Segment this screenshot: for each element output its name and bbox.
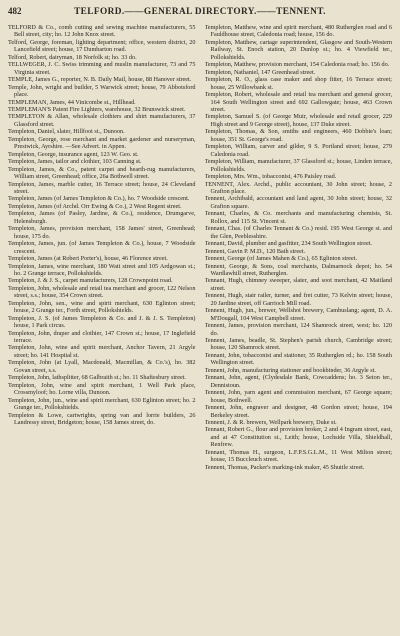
directory-entry: TENNENT, Alex. Archd., public accountant, 30 John street; house, 2 Grafton place. bbox=[204, 180, 392, 195]
directory-entry: Templeton, James, jun. (of James Templeton & Co.), house, 7 Woodside crescent. bbox=[8, 240, 196, 255]
directory-entry: Tennant, David, plumber and gasfitter, 234 South Wellington street. bbox=[204, 240, 372, 248]
directory-entry: Tennent, Hugh, stair railer, turner, and fret cutter, 73 Kelvin street; house, 20 Jardine street, off Garrioch Mill road. bbox=[204, 292, 392, 307]
directory-entry: Templeton, James, marble cutter, 16 Terrace street; house, 24 Cleveland street. bbox=[8, 180, 196, 195]
directory-entry: Templeton, John, wine and spirit merchant, Anchor Tavern, 21 Argyle street; ho. 141 Hospital st. bbox=[8, 344, 196, 359]
directory-entry: Templeton, James (of Archd. Orr Ewing & Co.), 2 West Regent street. bbox=[8, 202, 182, 210]
directory-entry: Templeton, John, draper and clothier, 147 Crown st.; house, 17 Inglefield terrace. bbox=[8, 329, 196, 345]
directory-entry: Tennent, George (of James Mahen & Co.), 65 Eglinton street. bbox=[204, 255, 358, 263]
directory-entry: Templeton, Matthew, cartage superintendent, Glasgow and South-Western Railway, St. Enoch station, 20 Dunlop st.; ho. 4 Viewfield ter., Pollokshields. bbox=[204, 38, 392, 61]
directory-entry: Tennent, John, engraver and designer, 48 Gordon street; house, 194 Berkeley street. bbox=[204, 404, 392, 419]
directory-entry: Tennent, Gavin P. M.D., 120 Bath street. bbox=[204, 247, 306, 255]
directory-entry: TEMPLE, James G., reporter, N. B. Daily Mail, house, 88 Hanover street. bbox=[8, 76, 192, 84]
directory-entry: TEMPLEMAN, James, 44 Vinicombe st., Hillhead. bbox=[8, 98, 136, 106]
directory-entry: Templeton, James (of Pasley, Jardine, & Co.), residence, Drumgarve, Helensburgh. bbox=[8, 210, 196, 225]
directory-entry: Telford, George, foreman, lighting department; office, western district, 20 Lancefield street; house, 17 Dumbarton road. bbox=[8, 38, 196, 54]
directory-entry: Templeton, James (at Robert Porter's), house, 46 Florence street. bbox=[8, 255, 168, 263]
directory-entry: Templeton, Nathaniel, 147 Greenhead street. bbox=[204, 68, 316, 76]
right-column bbox=[205, 24, 393, 471]
directory-entry: Templeton, Robert, wholesale and retail tea merchant and general grocer, 164 South Wellington street and 692 Gallowgate; house, 463 Crown street. bbox=[204, 91, 392, 113]
directory-entry: Tennent, Hugh, jun., brewer, Wellshot brewery, Cambuslang; agent, D. A. M'Dougall, 104 West Campbell street. bbox=[204, 307, 392, 322]
directory-entry: Templeton, James, provision merchant, 158 James' street, Greenhead; house, 175 do. bbox=[8, 225, 196, 240]
directory-entry: Tennant, Chas. (of Charles Tennant & Co.) resid. 195 West George st. and the Glen, Peeblesshire. bbox=[204, 225, 392, 240]
directory-entry: Templeton, J. S. (of James Templeton & Co. and J. & J. S. Templeton) house, 1 Park circus. bbox=[8, 314, 196, 330]
directory-entry: Templeton, John (at Lyall, Macdonald, Macmillan, & Co.'s), ho. 382 Govan street, s.s. bbox=[8, 359, 196, 374]
directory-entry: Templeton & Lowe, cartwrights, spring van and lorrie builders, 26 Landressy street, Bridgeton; house, 158 James street, do. bbox=[8, 411, 196, 427]
running-title: TELFORD.——GENERAL DIRECTORY.——TENNENT. bbox=[74, 7, 326, 17]
directory-entry: Templeton, Matthew, provision merchant, 154 Caledonia road; ho. 156 do. bbox=[204, 61, 390, 69]
directory-entry: Tennant, John, agent, (Clydesdale Bank, Cowcaddens; ho. 3 Seton ter., Dennistoun. bbox=[204, 374, 392, 389]
directory-entry: Tennent, James, beadle, St. Stephen's parish church, Cambridge street; house, 120 Shamrock street. bbox=[204, 337, 392, 352]
directory-entry: Templeton, Samuel S. (of George Muir, wholesale and retail grocer, 229 High street and 9 George street), house, 137 Duke street. bbox=[204, 113, 392, 128]
directory-entry: Tennent, George, & Sons, coal merchants, Dalmarnock depot; ho. 54 Wardlawhill street, Rutherglen. bbox=[204, 262, 392, 277]
directory-entry: Templeton, John, wholesale and retail tea merchant and grocer, 122 Nelson street, s.s.; house, 354 Crown street. bbox=[8, 284, 196, 300]
directory-entry: TEMPLETON & Allan, wholesale clothiers and shirt manufacturers, 37 Glassford street. bbox=[8, 113, 196, 128]
directory-entry: Tennent, Thomas, Packer's marking-ink maker, 45 Shuttle street. bbox=[204, 463, 365, 471]
directory-columns bbox=[8, 24, 392, 471]
directory-entry: Templeton, James, tailor and clothier, 103 Canning st. bbox=[8, 158, 142, 166]
directory-entry: Tennent, John, yarn agent and commission merchant, 67 George square; house, Bothwell. bbox=[204, 389, 392, 404]
left-column bbox=[8, 24, 196, 471]
directory-entry: Templeton, George, rose merchant and market gardener and nurseryman, Prestwick, Ayrshire. —See Advert. in Appen. bbox=[8, 135, 196, 151]
directory-entry: Templeton, Matthew, wine and spirit merchant, 480 Rutherglen road and 6 Fauldhouse street, Caledonia road; house, 156 do. bbox=[204, 24, 392, 39]
directory-entry: Templeton, John, wine and spirit merchant, 1 Well Park place, Crossmyloof; ho. Lorne villa, Dunoon. bbox=[8, 381, 196, 397]
directory-entry: Tennent, James, provision merchant, 124 Shamrock street, west; ho. 120 do. bbox=[204, 322, 392, 337]
directory-entry: Tennant, Hugh, chimney sweeper, slater, and soot merchant, 42 Maitland street. bbox=[204, 277, 392, 292]
directory-entry: Templeton, James, & Co., patent carpet and hearth-rug manufacturers, William street, Greenhead; office, 26a Bothwell street. bbox=[8, 165, 196, 181]
directory-entry: Templeton, James, wine merchant, 180 Watt street and 105 Ardgowan st.; ho. 2 Grange terrace, Pollokshields. bbox=[8, 262, 196, 277]
directory-entry: Templeton, Mrs. Wm., tobacconist, 476 Paisley road. bbox=[204, 173, 337, 181]
directory-entry: Tennent, John, manufacturing stationer and bookbinder, 36 Argyle st. bbox=[204, 366, 376, 374]
directory-entry: Temple, John, wright and builder, 5 Warwick street; house, 79 Abbotsford place. bbox=[8, 83, 196, 99]
page-header bbox=[8, 6, 392, 20]
directory-entry: Templeton, James (of James Templeton & Co.), ho. 7 Woodside crescent. bbox=[8, 195, 190, 203]
directory-entry: Tennant, Thomas H., surgeon, L.F.P.S.G.L.M., 11 West Milton street; house, 15 Buccleuch street. bbox=[204, 448, 392, 464]
directory-entry: TELFORD & Co., comb cutting and sewing machine manufacturers, 55 Bell street, city; ho. 12 John Knox street. bbox=[8, 24, 196, 39]
directory-entry: Tennant, John, tobacconist and stationer, 35 Rutherglen rd.; ho. 158 South Wellington street. bbox=[204, 351, 392, 367]
directory-entry: Templeton, Daniel, slater, Hillfoot st., Dunoon. bbox=[8, 128, 125, 136]
directory-entry: Templeton, John, sen., wine and spirit merchant, 630 Eglinton street; house, 2 Grange ter., Forth street, Pollokshields. bbox=[8, 299, 196, 315]
directory-entry: Templeton, William, manufacturer, 37 Glassford st.; house, Linden terrace, Pollokshields. bbox=[204, 158, 392, 173]
directory-entry: TEMPLEMAN'S Patent Fire Lighters, warehouse, 32 Brunswick street. bbox=[8, 105, 186, 113]
directory-entry: Templeton, R. O., glass case maker and shop fitter, 16 Terrace street; house, 25 Willowbank st. bbox=[204, 76, 392, 91]
directory-entry: Tennant, Charles, & Co. merchants and manufacturing chemists, St. Rollox, and 115 St. Vincent st. bbox=[204, 210, 392, 225]
directory-entry: Templeton, William, carver and gilder, 9 S. Portland street; house, 279 Caledonia road. bbox=[204, 143, 392, 158]
directory-entry: Tennant, Robert G., flour and provision broker, 2 and 4 Ingram street, east, and at 47 Constitution st., Leith; house, Lochside Villa, Shieldhall, Renfrew. bbox=[204, 426, 392, 449]
directory-entry: Telford, Robert, dairyman, 18 Norfolk st; ho. 33 do. bbox=[8, 53, 137, 61]
page-number: 482 bbox=[8, 6, 22, 16]
directory-entry: Templeton, George, insurance agent, 123 W. Geo. st. bbox=[8, 150, 139, 158]
directory-entry: TELLWEGER, J. C. Swiss trimming and muslin manufacturer, 73 and 75 Virginia street. bbox=[8, 61, 196, 76]
directory-entry: Tennent, Archibald, accountant and land agent, 30 John street; house, 32 Grafton square. bbox=[204, 195, 392, 210]
directory-entry: Templeton, Thomas, & Son, smiths and engineers, 460 Dobbie's loan; house, 351 St. George's road. bbox=[204, 128, 392, 143]
directory-entry: Tennent, J. & R. brewers, Wellpark brewery, Duke st. bbox=[204, 419, 337, 427]
directory-entry: Templeton, John, lathsplitter, 68 Galbraith st.; ho. 11 Shaftesbury street. bbox=[8, 374, 186, 382]
directory-entry: Templeton, John, jun., wine and spirit merchant, 630 Eglinton street; ho. 2 Grange ter., Pollokshields. bbox=[8, 396, 196, 412]
directory-entry: Templeton, J. & J. S., carpet manufacturers, 128 Crownpoint road. bbox=[8, 277, 173, 285]
